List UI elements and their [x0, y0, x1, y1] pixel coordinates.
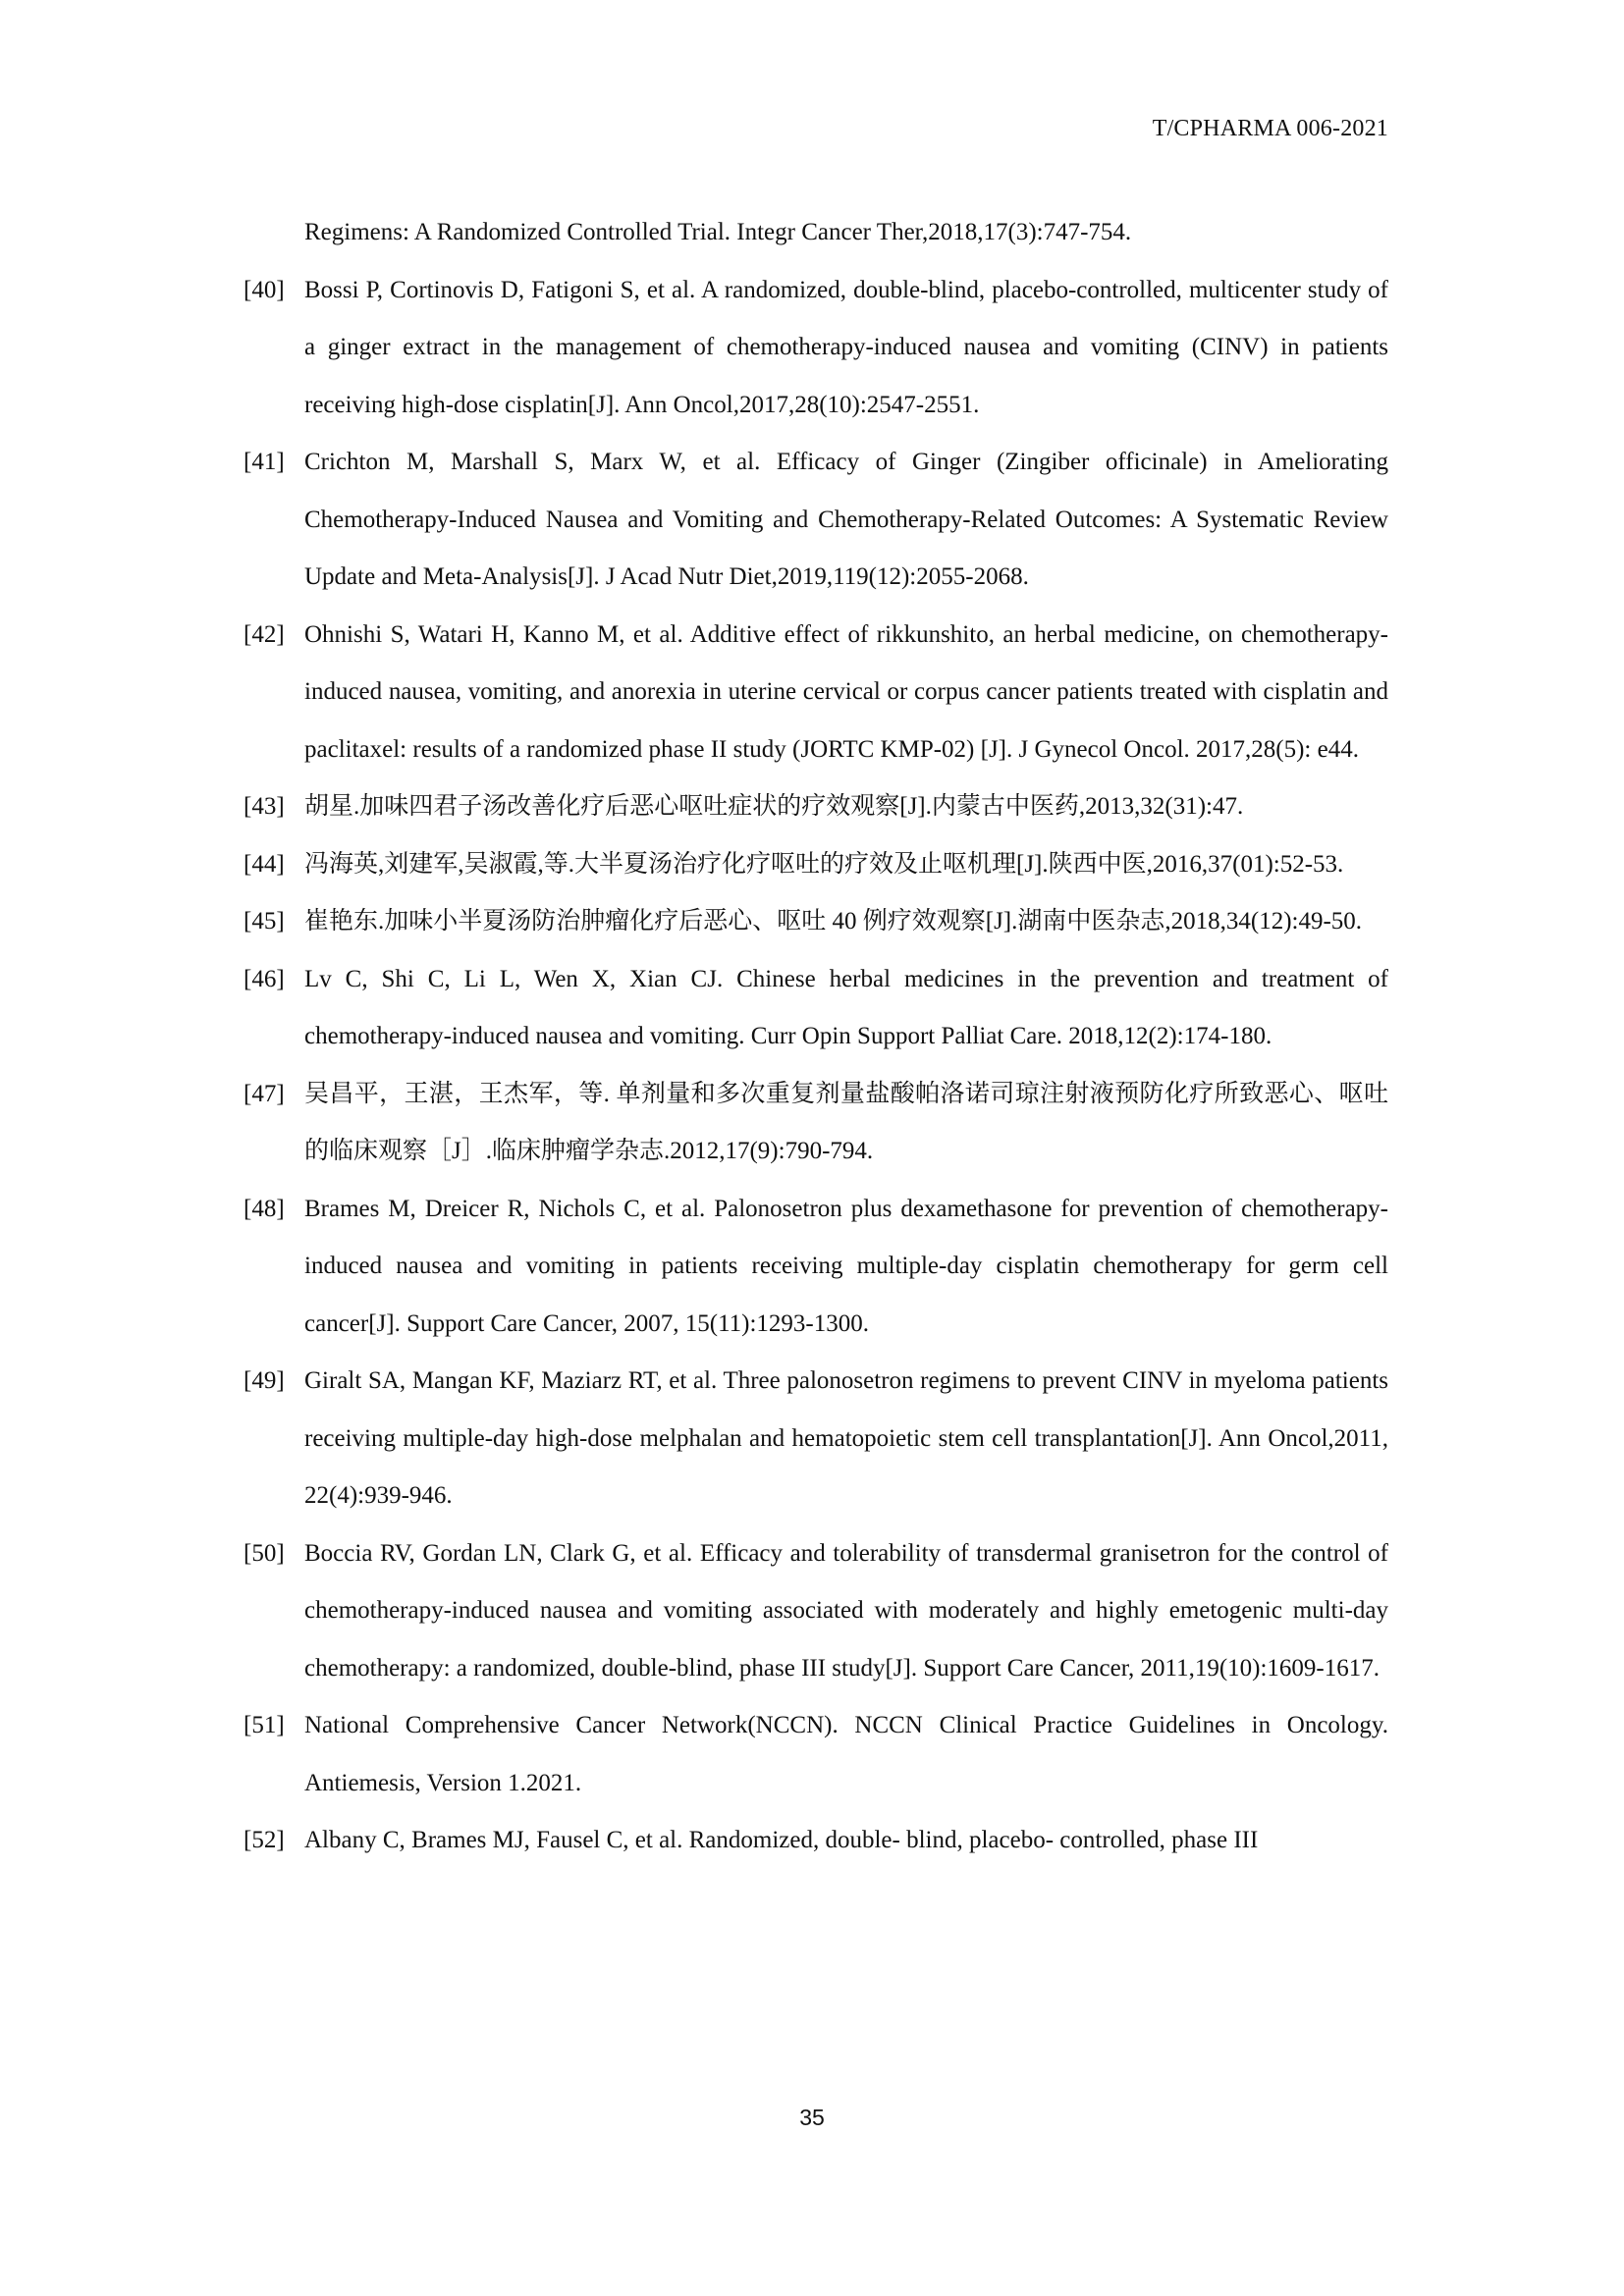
reference-text: 胡星.加味四君子汤改善化疗后恶心呕吐症状的疗效观察[J].内蒙古中医药,2013,32(31):47.	[304, 793, 1244, 820]
reference-item	[244, 1181, 1388, 1354]
reference-text: National Comprehensive Cancer Network(NCCN). NCCN Clinical Practice Guidelines in Oncology. Antiemesis, Version 1.2021.	[304, 1712, 1388, 1796]
reference-number: [49]	[244, 1367, 285, 1394]
reference-number: [46]	[244, 965, 285, 992]
reference-item	[244, 1812, 1388, 1870]
reference-number: [47]	[244, 1080, 285, 1107]
reference-item	[244, 607, 1388, 779]
reference-number: [50]	[244, 1539, 285, 1567]
reference-number: [41]	[244, 449, 285, 475]
reference-text: 崔艳东.加味小半夏汤防治肿瘤化疗后恶心、呕吐 40 例疗效观察[J].湖南中医杂志,2018,34(12):49-50.	[304, 908, 1363, 934]
reference-item	[244, 262, 1388, 435]
reference-text: Lv C, Shi C, Li L, Wen X, Xian CJ. Chinese herbal medicines in the prevention and treatment of chemotherapy-induced nausea and vomiting. Curr Opin Support Palliat Care. 2018,12(2):174-180.	[304, 965, 1388, 1049]
reference-item	[244, 204, 1388, 262]
reference-item	[244, 1525, 1388, 1698]
reference-text: Brames M, Dreicer R, Nichols C, et al. Palonosetron plus dexamethasone for prevention of chemotherapy-induced nausea and vomiting in patients receiving multiple-day cisplatin chemotherapy for germ cell cancer[J]. Support Care Cancer, 2007, 15(11):1293-1300.	[304, 1195, 1388, 1337]
reference-text: Bossi P, Cortinovis D, Fatigoni S, et al. A randomized, double-blind, placebo-controlled, multicenter study of a ginger extract in the management of chemotherapy-induced nausea and vomiting (CINV) in patients receiving high-dose cisplatin[J]. Ann Oncol,2017,28(10):2547-2551.	[304, 276, 1388, 418]
reference-item	[244, 951, 1388, 1066]
reference-item	[244, 778, 1388, 836]
reference-item	[244, 893, 1388, 951]
reference-number: [44]	[244, 850, 285, 878]
reference-number: [52]	[244, 1827, 285, 1853]
reference-item	[244, 434, 1388, 607]
reference-text: Boccia RV, Gordan LN, Clark G, et al. Efficacy and tolerability of transdermal granisetron for the control of chemotherapy-induced nausea and vomiting associated with moderately and highly emetogenic multi-day chemotherapy: a randomized, double-blind, phase III study[J]. Support Care Cancer, 2011,19(10):1609-1617.	[304, 1539, 1388, 1682]
reference-item	[244, 836, 1388, 894]
reference-text: Albany C, Brames MJ, Fausel C, et al. Randomized, double‑ blind, placebo‑ controlled, phase III	[304, 1827, 1259, 1853]
reference-text: 吴昌平，王湛，王杰军，等. 单剂量和多次重复剂量盐酸帕洛诺司琼注射液预防化疗所致恶心、呕吐的临床观察［J］.临床肿瘤学杂志.2012,17(9):790-794.	[304, 1080, 1388, 1164]
reference-number: [48]	[244, 1195, 285, 1222]
reference-number: [45]	[244, 908, 285, 934]
reference-number: [43]	[244, 793, 285, 820]
reference-number: [40]	[244, 276, 285, 303]
page-number: 35	[799, 2105, 825, 2130]
reference-text: Giralt SA, Mangan KF, Maziarz RT, et al. Three palonosetron regimens to prevent CINV in myeloma patients receiving multiple-day high-dose melphalan and hematopoietic stem cell transplantation[J]. Ann Oncol,2011, 22(4):939-946.	[304, 1367, 1388, 1509]
reference-item	[244, 1066, 1388, 1181]
reference-item	[244, 1353, 1388, 1525]
reference-number: [42]	[244, 620, 285, 648]
reference-text: Crichton M, Marshall S, Marx W, et al. Efficacy of Ginger (Zingiber officinale) in Ameliorating Chemotherapy-Induced Nausea and Vomiting and Chemotherapy-Related Outcomes: A Systematic Review Update and Meta-Analysis[J]. J Acad Nutr Diet,2019,119(12):2055-2068.	[304, 449, 1388, 590]
reference-list	[244, 204, 1388, 1870]
reference-text: Regimens: A Randomized Controlled Trial. Integr Cancer Ther,2018,17(3):747-754.	[304, 219, 1132, 245]
standard-code: T/CPHARMA 006-2021	[1152, 116, 1388, 141]
reference-text: Ohnishi S, Watari H, Kanno M, et al. Additive effect of rikkunshito, an herbal medicine, on chemotherapy-induced nausea, vomiting, and anorexia in uterine cervical or corpus cancer patients treated with cisplatin and paclitaxel: results of a randomized phase II study (JORTC KMP-02) [J]. J Gynecol Oncol. 2017,28(5): e44.	[304, 620, 1388, 763]
reference-number: [51]	[244, 1712, 285, 1738]
reference-text: 冯海英,刘建军,吴淑霞,等.大半夏汤治疗化疗呕吐的疗效及止呕机理[J].陕西中医,2016,37(01):52-53.	[304, 850, 1344, 878]
reference-item	[244, 1697, 1388, 1812]
